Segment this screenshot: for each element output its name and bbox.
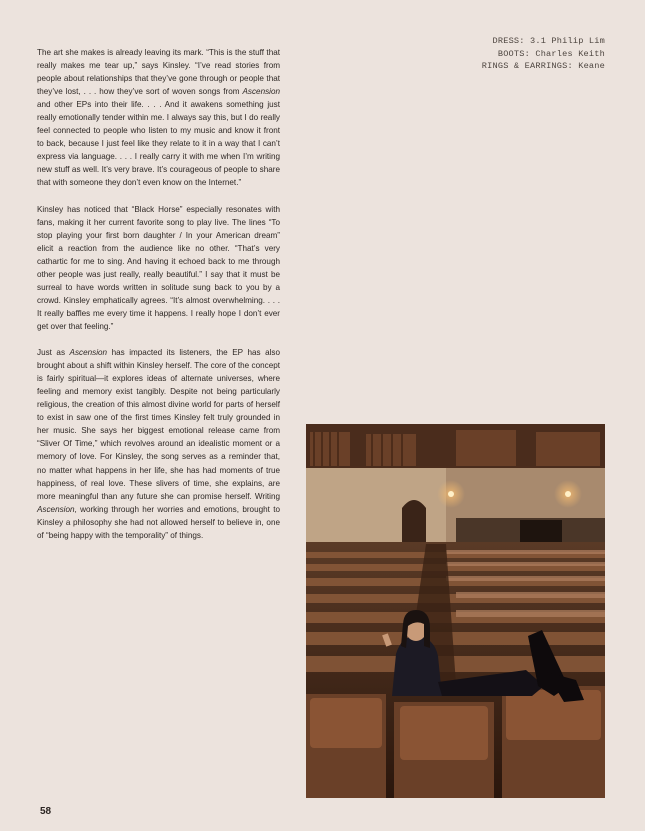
credit-dress: DRESS: 3.1 Philip Lim [492, 36, 605, 46]
theater-photo [306, 424, 605, 798]
paragraph-2: Kinsley has noticed that “Black Horse” especially resonates with fans, making it her current favorite song to play live. The lines “To stop playing your first born daughter / In your American dream” elicit a reaction from the audience like no other. “That’s very cathartic for me to sing. And having it echoed back to me through other people was just really, really beautiful.” I say that it must be surreal to have words written in solitude sung back to you by a crowd. Kinsley emphatically agrees. “It’s almost overwhelming. . . . It really baffles me every time it happens. I really hope I don’t ever get over that feeling.” [37, 204, 280, 331]
article-body [37, 46, 280, 555]
credit-rings: RINGS & EARRINGS: Keane [481, 61, 605, 72]
page-number: 58 [40, 806, 52, 817]
paragraph-3: Just as Ascension has impacted its listeners, the EP has also brought about a shift within Kinsley herself. The core of the concept is fairly spiritual—it explores ideas of alternate universes, where feeling and memory exist tangibly. Despite not being particularly religious, the creation of this almost divine world for parts of herself to exist in saw one of the first times Kinsley felt truly grounded in her music. She says her biggest emotional release came from “Sliver Of Time,” which revolves around an idealistic moment or a memory of love. For Kinsley, the song serves as a reminder that, no matter what happens in her life, she has had moments of true happiness, of real love. These slivers of time, she explains, are more meaningful than any future she can promise herself. Writing Ascension, working through her worries and emotions, brought to Kinsley a philosophy she had not allowed herself to believe in, one of “being happy with the temporality” of things. [37, 348, 280, 540]
credit-boots: BOOTS: Charles Keith [497, 48, 605, 59]
outfit-credits [482, 35, 605, 73]
paragraph-1: The art she makes is already leaving its mark. “This is the stuff that really makes me tear up,” says Kinsley. “I’ve read stories from people about relationships that they’ve gone through or people that they’ve lost, . . . how they’ve sort of woven songs from Ascension and other EPs into their life. . . . And it awakens something just really emotionally tender within me. I always say this, but I do really feel connected to people who listen to my music and know it front to back, because I just feel like they relate to it in a way that I can’t express via language. . . . I really carry it with me when I’m writing new stuff as well. It’s very brave. It’s courageous of people to share that with someone they don’t even know on the Internet.” [37, 48, 280, 188]
